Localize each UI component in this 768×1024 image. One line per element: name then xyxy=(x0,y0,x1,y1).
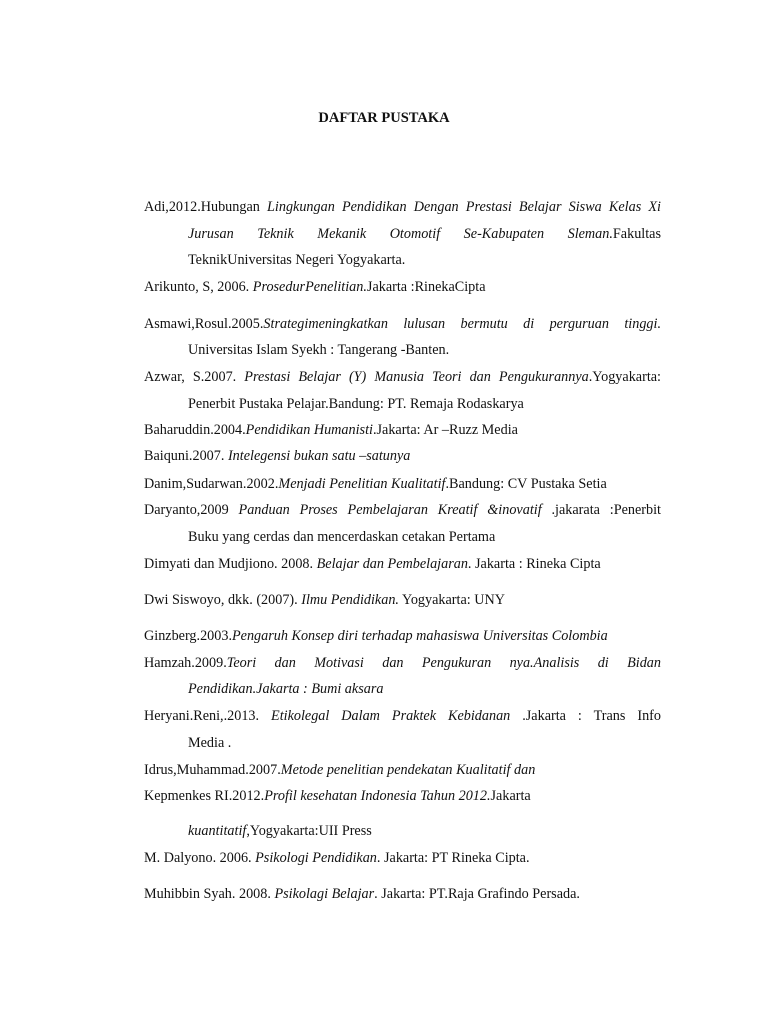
ref-text-italic: Menjadi Penelitian Kualitatif xyxy=(278,476,446,492)
ref-text: Baiquni.2007. xyxy=(144,448,228,464)
ref-line xyxy=(188,735,231,752)
ref-text-italic: Lingkungan Pendidikan Dengan Prestasi Belajar Siswa Kelas Xi xyxy=(267,199,661,215)
ref-text: Jakarta :RinekaCipta xyxy=(366,279,486,295)
ref-text: Heryani.Reni,.2013. xyxy=(144,708,272,724)
ref-text: Dwi Siswoyo, dkk. (2007). xyxy=(144,592,302,608)
ref-text: Buku yang cerdas dan mencerdaskan cetakan Pertama xyxy=(188,529,496,545)
ref-line xyxy=(144,448,410,465)
ref-text-italic: Pendidikan Humanisti xyxy=(245,422,373,438)
ref-line xyxy=(188,252,405,269)
ref-text-italic: Prestasi Belajar (Y) Manusia Teori dan Pengukurannya xyxy=(244,369,589,385)
ref-text: Dimyati dan Mudjiono. 2008. xyxy=(144,556,317,572)
ref-text: Hamzah.2009. xyxy=(144,655,227,671)
ref-text-italic: kuantitatif xyxy=(188,823,247,839)
ref-line xyxy=(144,655,661,672)
ref-text: . Jakarta: PT Rineka Cipta. xyxy=(376,850,530,866)
ref-line xyxy=(144,502,661,519)
ref-text-italic: Panduan Proses Pembelajaran Kreatif &inovatif xyxy=(238,502,542,518)
ref-text-italic: Psikolagi Belajar xyxy=(274,886,375,902)
ref-text: Asmawi,Rosul.2005. xyxy=(144,316,264,332)
ref-text-italic: Teori dan Motivasi dan Pengukuran nya.Analisis di Bidan xyxy=(226,655,661,671)
ref-line xyxy=(144,886,580,903)
ref-text: .Jakarta : Trans Info xyxy=(510,708,661,724)
ref-text: Adi,2012.Hubungan xyxy=(144,199,268,215)
ref-text: .jakarata :Penerbit xyxy=(541,502,661,518)
ref-text: Ginzberg.2003. xyxy=(144,628,232,644)
ref-text: Daryanto,2009 xyxy=(144,502,239,518)
ref-line xyxy=(188,681,383,698)
ref-text-italic: Belajar dan Pembelajaran xyxy=(316,556,468,572)
ref-line xyxy=(144,279,486,296)
ref-text: .Bandung: CV Pustaka Setia xyxy=(445,476,607,492)
ref-line xyxy=(144,422,518,439)
ref-text-italic: Intelegensi bukan satu –satunya xyxy=(227,448,411,464)
ref-text-italic: ProsedurPenelitian. xyxy=(252,279,367,295)
ref-text: Arikunto, S, 2006. xyxy=(144,279,253,295)
ref-line xyxy=(144,556,601,573)
ref-text: Muhibbin Syah. 2008. xyxy=(144,886,275,902)
ref-text-italic: Ilmu Pendidikan. xyxy=(301,592,399,608)
ref-text: Kepmenkes RI.2012. xyxy=(144,788,265,804)
ref-text-italic: Pendidikan.Jakarta : Bumi aksara xyxy=(188,681,384,697)
ref-text-italic: Profil kesehatan Indonesia Tahun 2012. xyxy=(264,788,491,804)
ref-text: . Jakarta : Rineka Cipta xyxy=(467,556,601,572)
ref-text: . Jakarta: PT.Raja Grafindo Persada. xyxy=(374,886,580,902)
ref-line xyxy=(188,396,524,413)
ref-text: Baharuddin.2004. xyxy=(144,422,246,438)
ref-line xyxy=(188,529,495,546)
ref-line xyxy=(144,762,535,779)
ref-line xyxy=(144,592,505,609)
ref-line xyxy=(144,788,531,805)
page-title: DAFTAR PUSTAKA xyxy=(318,110,450,126)
ref-line xyxy=(144,476,607,493)
ref-text-italic: Etikolegal Dalam Praktek Kebidanan xyxy=(271,708,511,724)
ref-text: Universitas Islam Syekh : Tangerang -Banten. xyxy=(188,342,450,358)
ref-text-italic: Strategimeningkatkan lulusan bermutu di perguruan tinggi. xyxy=(263,316,661,332)
ref-text-italic: Metode penelitian pendekatan Kualitatif dan xyxy=(280,762,536,778)
ref-line xyxy=(188,226,661,243)
ref-line xyxy=(144,628,608,645)
ref-line xyxy=(144,369,661,386)
ref-text: Yogyakarta: UNY xyxy=(398,592,505,608)
ref-text-italic: Jurusan Teknik Mekanik Otomotif Se-Kabupaten Sleman. xyxy=(188,226,613,242)
ref-text: M. Dalyono. 2006. xyxy=(144,850,256,866)
ref-text: .Jakarta: Ar –Ruzz Media xyxy=(372,422,518,438)
ref-line xyxy=(188,823,372,840)
ref-line xyxy=(144,316,661,333)
ref-text: Danim,Sudarwan.2002. xyxy=(144,476,279,492)
ref-text: Azwar, S.2007. xyxy=(144,369,245,385)
ref-text: TeknikUniversitas Negeri Yogyakarta. xyxy=(188,252,406,268)
ref-line xyxy=(144,708,661,725)
ref-line xyxy=(144,850,530,867)
ref-line xyxy=(188,342,449,359)
ref-text: Fakultas xyxy=(612,226,661,242)
ref-text: ,Yogyakarta:UII Press xyxy=(246,823,372,839)
ref-text: Media . xyxy=(188,735,232,751)
ref-text: Jakarta xyxy=(490,788,531,804)
ref-text-italic: Pengaruh Konsep diri terhadap mahasiswa Universitas Colombia xyxy=(232,628,608,644)
ref-text: Penerbit Pustaka Pelajar.Bandung: PT. Remaja Rodaskarya xyxy=(188,396,524,412)
ref-line xyxy=(144,199,661,216)
ref-text-italic: Psikologi Pendidikan xyxy=(255,850,377,866)
ref-text: .Yogyakarta: xyxy=(588,369,661,385)
ref-text: Idrus,Muhammad.2007. xyxy=(144,762,281,778)
